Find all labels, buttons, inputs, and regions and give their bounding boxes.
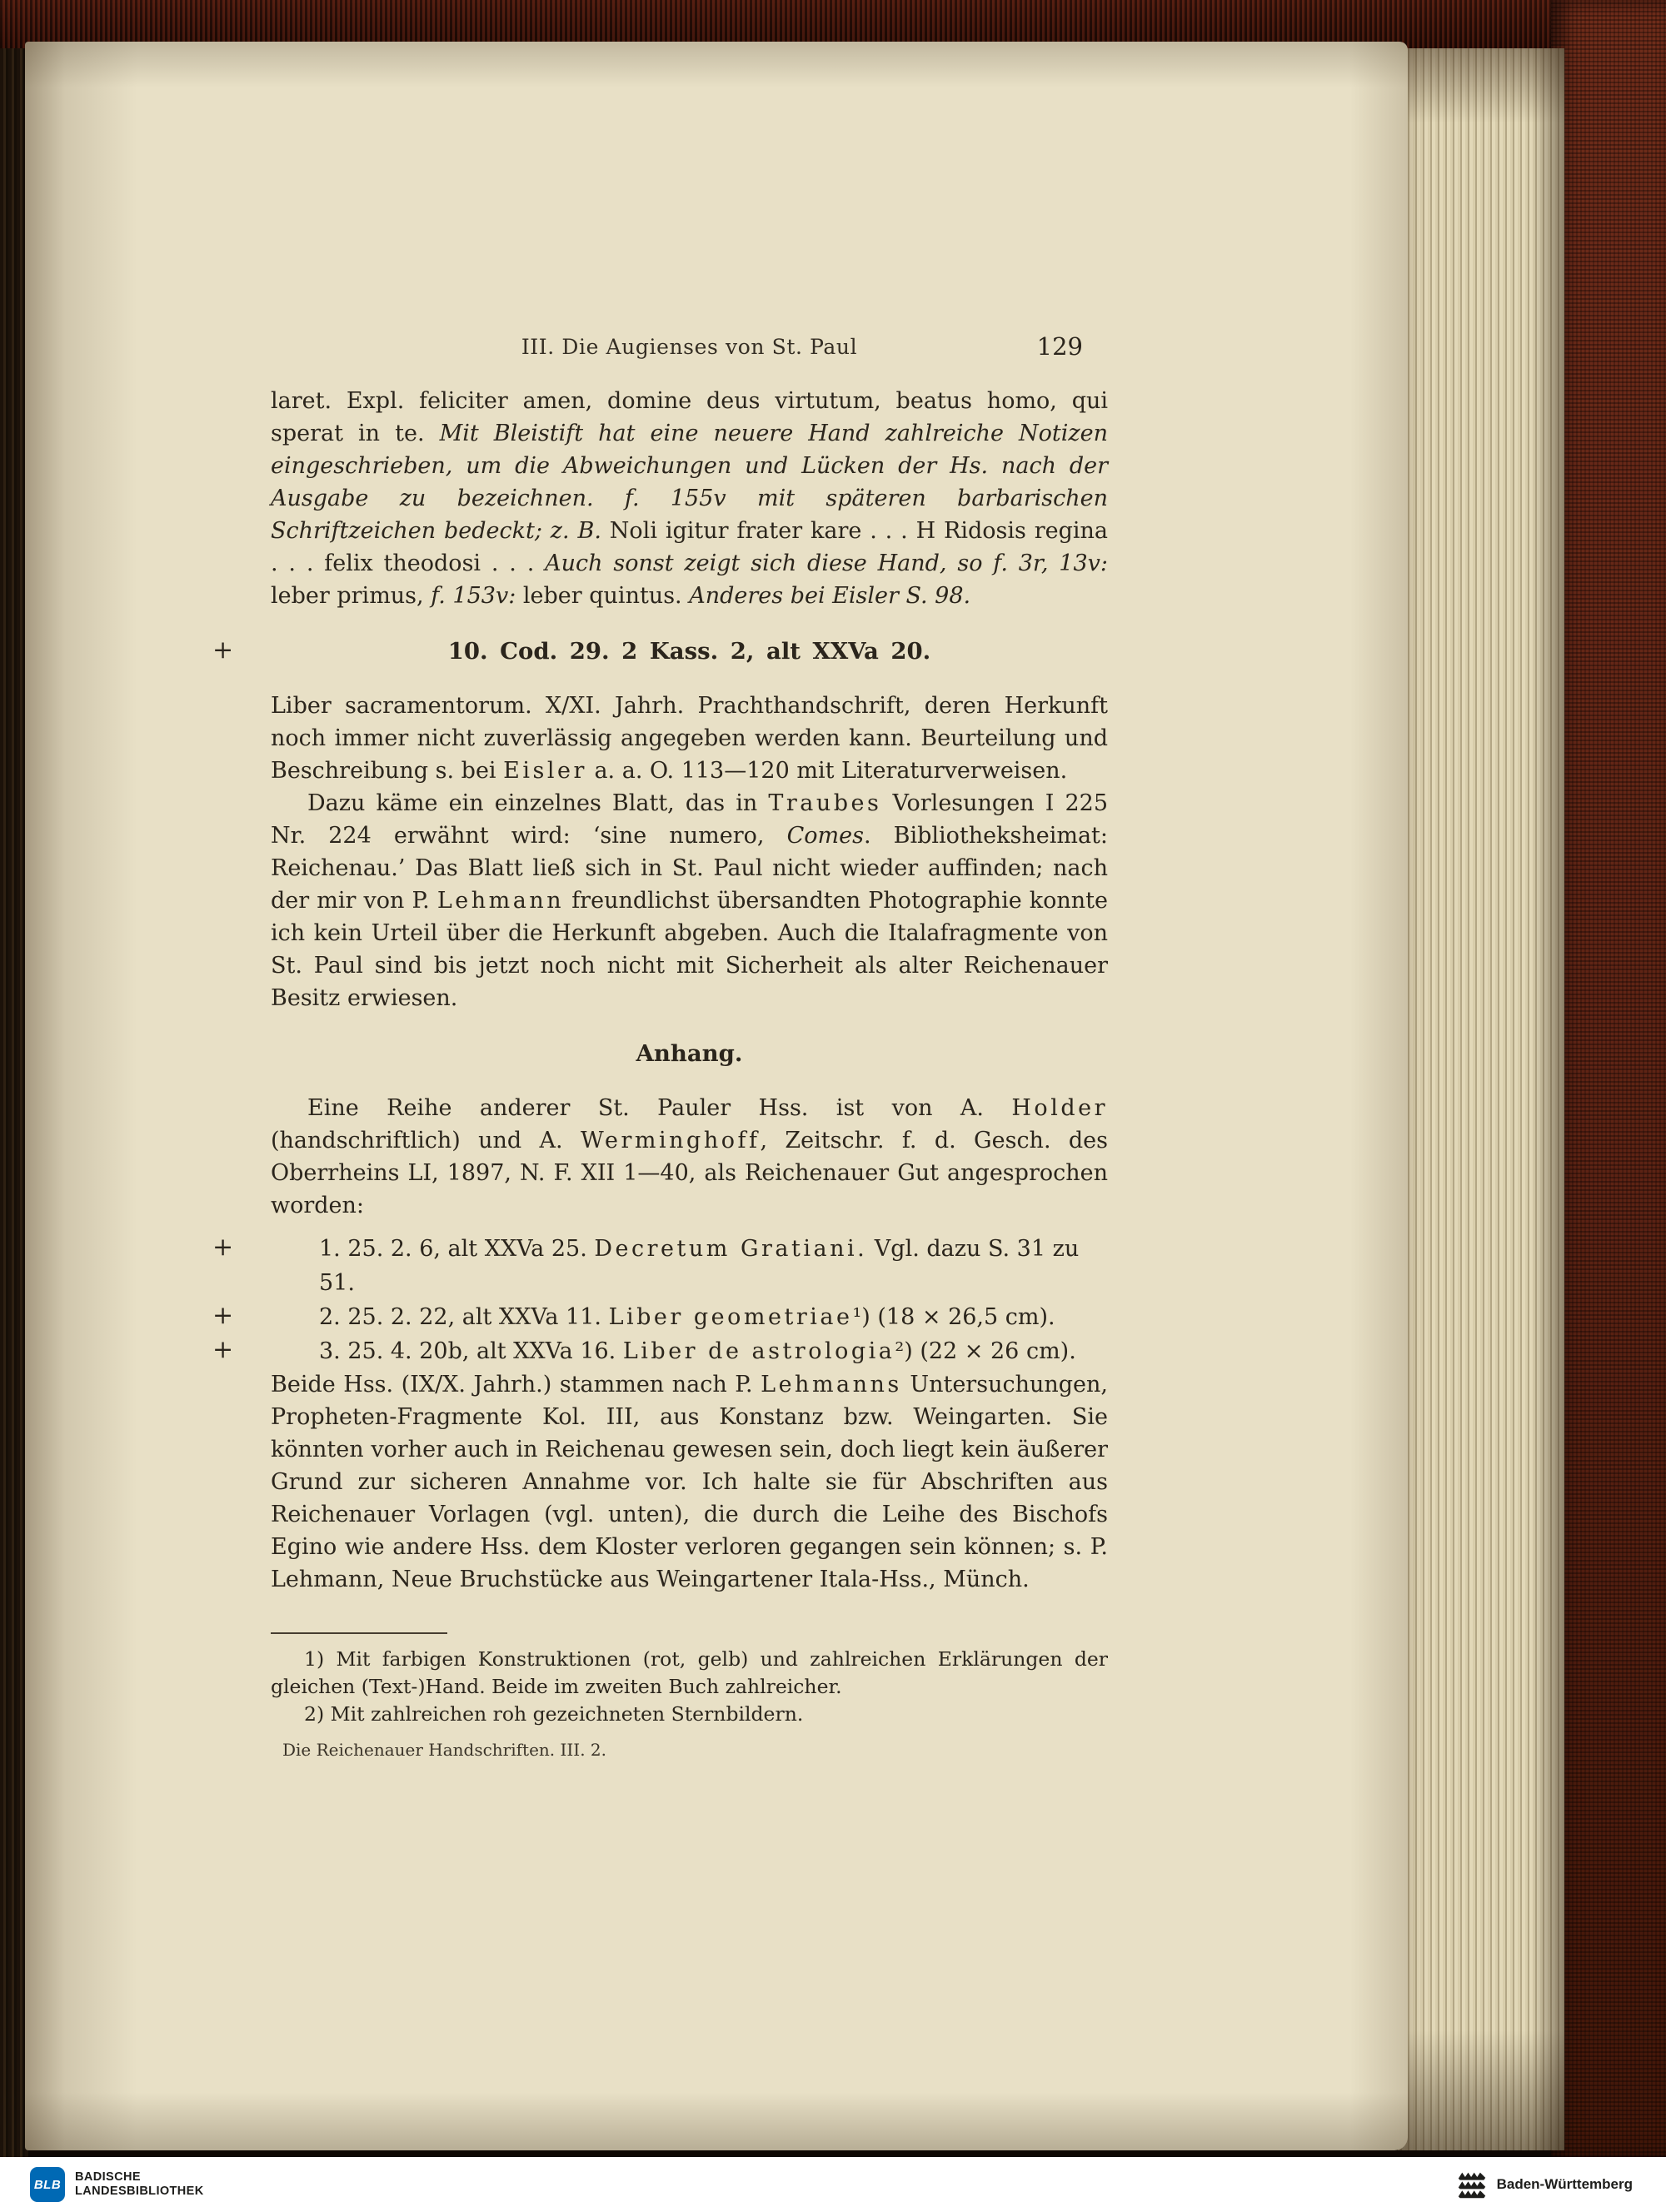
text-run-spaced: Eisler bbox=[503, 758, 587, 784]
text-run: leber primus, bbox=[271, 583, 431, 609]
text-run-italic: Comes bbox=[786, 823, 864, 849]
footnotes bbox=[271, 1632, 1108, 1764]
text-run-spaced: Werminghoff bbox=[580, 1128, 761, 1153]
text-run: laret. Expl. feliciter amen, domine deus virtutum, beatus homo, qui sperat in te. bbox=[271, 388, 1108, 446]
list-item bbox=[212, 1232, 1108, 1300]
page-edges-stack bbox=[1398, 48, 1564, 2150]
margin-plus-mark: + bbox=[212, 1301, 234, 1330]
library-name bbox=[75, 2170, 204, 2199]
blb-logo-icon: BLB bbox=[30, 2167, 65, 2202]
page-number: 129 bbox=[1036, 332, 1083, 361]
baden-wuerttemberg-crest-icon bbox=[1457, 2170, 1487, 2199]
margin-plus-mark: + bbox=[212, 1233, 234, 1262]
footnote-separator-rule bbox=[271, 1632, 447, 1634]
text-run: Beide Hss. (IX/X. Jahrh.) stammen nach P. bbox=[271, 1372, 761, 1397]
paragraph bbox=[271, 787, 1108, 1014]
text-run: , Zeitschr. f. d. Gesch. des Oberrheins LI, 1897, N. F. XII 1—40, als Reichenauer Gut angesprochen worden: bbox=[271, 1128, 1109, 1218]
section-heading-text: 10. Cod. 29. 2 Kass. 2, alt XXVa 20. bbox=[447, 638, 931, 665]
section-heading-cod29 bbox=[212, 635, 1108, 668]
manuscript-list bbox=[212, 1232, 1108, 1368]
library-branding-bar bbox=[0, 2157, 1666, 2212]
text-run-spaced: Liber de astrologia bbox=[622, 1338, 895, 1364]
running-title: III. Die Augienses von St. Paul bbox=[521, 335, 858, 359]
section-heading-anhang bbox=[271, 1038, 1108, 1070]
text-run: 1. 25. 2. 6, alt XXVa 25. bbox=[319, 1236, 595, 1262]
text-run: (handschriftlich) und A. bbox=[271, 1128, 581, 1153]
text-run: . Bibliotheksheimat: Reichenau.’ Das Blatt ließ sich in St. Paul nicht wieder auffinden; nach der mir von P. bbox=[271, 823, 1108, 914]
list-item bbox=[212, 1300, 1108, 1334]
text-run-italic: Auch sonst zeigt sich diese Hand, so f. 3r, 13v: bbox=[545, 551, 1108, 576]
margin-plus-mark: + bbox=[212, 1335, 234, 1364]
text-run-italic: Mit Bleistift hat eine neuere Hand zahlreiche Notizen eingeschrieben, um die Abweichungen und Lücken der Hs. nach der Ausgabe zu bezeichnen. f. 155v mit späteren barbarischen Schriftzeichen bedeckt; z. B. bbox=[271, 421, 1108, 544]
library-logo-group bbox=[30, 2167, 204, 2202]
book-cover-right bbox=[1551, 0, 1666, 2157]
signature-line: Die Reichenauer Handschriften. III. 2. bbox=[282, 1740, 606, 1760]
paragraph bbox=[271, 690, 1108, 787]
text-run-spaced: Holder bbox=[1011, 1095, 1108, 1121]
text-run: ¹) (18 × 26,5 cm). bbox=[852, 1304, 1055, 1330]
state-logo-group bbox=[1457, 2170, 1633, 2199]
text-run: ²) (22 × 26 cm). bbox=[895, 1338, 1076, 1364]
library-name-line1: BADISCHE bbox=[75, 2170, 141, 2184]
text-run: Liber sacramentorum. X/XI. Jahrh. Prachthandschrift, deren Herkunft noch immer nicht zuverlässig angegeben werden kann. Beurteilung und Beschreibung s. bei bbox=[271, 693, 1108, 784]
text-run: Eine Reihe anderer St. Pauler Hss. ist von A. bbox=[307, 1095, 1012, 1121]
book-page bbox=[25, 42, 1408, 2150]
paragraph bbox=[271, 1368, 1108, 1596]
text-run-spaced: Traubes bbox=[768, 790, 882, 816]
list-item bbox=[212, 1334, 1108, 1368]
section-heading-text: Anhang. bbox=[636, 1040, 743, 1067]
footnote-2: 2) Mit zahlreichen roh gezeichneten Sternbildern. bbox=[304, 1702, 804, 1726]
text-run: 2. 25. 2. 22, alt XXVa 11. bbox=[319, 1304, 609, 1330]
text-run-italic: Anderes bei Eisler S. 98. bbox=[689, 583, 971, 609]
text-run: Dazu käme ein einzelnes Blatt, das in bbox=[307, 790, 769, 816]
paragraph bbox=[271, 1092, 1108, 1222]
text-run-spaced: Decretum Gratiani. bbox=[594, 1236, 868, 1262]
text-run: freundlichst übersandten Photographie konnte ich kein Urteil über die Herkunft abgeben. Auch die Italafragmente von St. Paul sind bis jetzt noch nicht mit Sicherheit als alter Reichenauer Besitz erwiesen. bbox=[271, 888, 1108, 1011]
text-run: Untersuchungen, Propheten-Fragmente Kol. III, aus Konstanz bzw. Weingarten. Sie könnten vorher auch in Reichenau gewesen sein, doch liegt kein äußerer Grund zur sicheren Annahme vor. Ich halte sie für Abschriften aus Reichenauer Vorlagen (vgl. unten), die durch die Leihe des Bischofs Egino wie andere Hss. dem Kloster verloren gegangen sein können; s. P. Lehmann, Neue Bruchstücke aus Weingartener Itala-Hss., Münch. bbox=[271, 1372, 1108, 1592]
text-run: Vorlesungen I 225 Nr. 224 erwähnt wird: ‘sine numero, bbox=[271, 790, 1108, 849]
library-name-line2: LANDESBIBLIOTHEK bbox=[75, 2185, 204, 2198]
text-run: 3. 25. 4. 20b, alt XXVa 16. bbox=[319, 1338, 623, 1364]
text-run-italic: f. 153v: bbox=[431, 583, 523, 609]
book-binding-edge bbox=[0, 48, 28, 2157]
text-run: a. a. O. 113—120 mit Literaturverweisen. bbox=[586, 758, 1068, 784]
footnote-1: 1) Mit farbigen Konstruktionen (rot, gelb) und zahlreichen Erklärungen der gleichen (Text-)Hand. Beide im zweiten Buch zahlreicher. bbox=[271, 1647, 1108, 1698]
state-name: Baden-Württemberg bbox=[1496, 2176, 1633, 2192]
text-run-spaced: Liber geometriae bbox=[608, 1304, 853, 1330]
text-run: Vgl. dazu S. 31 zu 51. bbox=[319, 1236, 1080, 1296]
paragraph-continuation bbox=[271, 385, 1108, 612]
margin-plus-mark: + bbox=[212, 635, 234, 665]
text-run-spaced: Lehmann bbox=[436, 888, 565, 914]
text-run-spaced: Lehmanns bbox=[761, 1372, 902, 1397]
text-run: leber quintus. bbox=[522, 583, 690, 609]
text-block bbox=[212, 385, 1109, 1764]
page-header bbox=[271, 332, 1108, 368]
text-run: Noli igitur frater kare . . . H Ridosis regina . . . felix theodosi . . . bbox=[271, 518, 1109, 576]
